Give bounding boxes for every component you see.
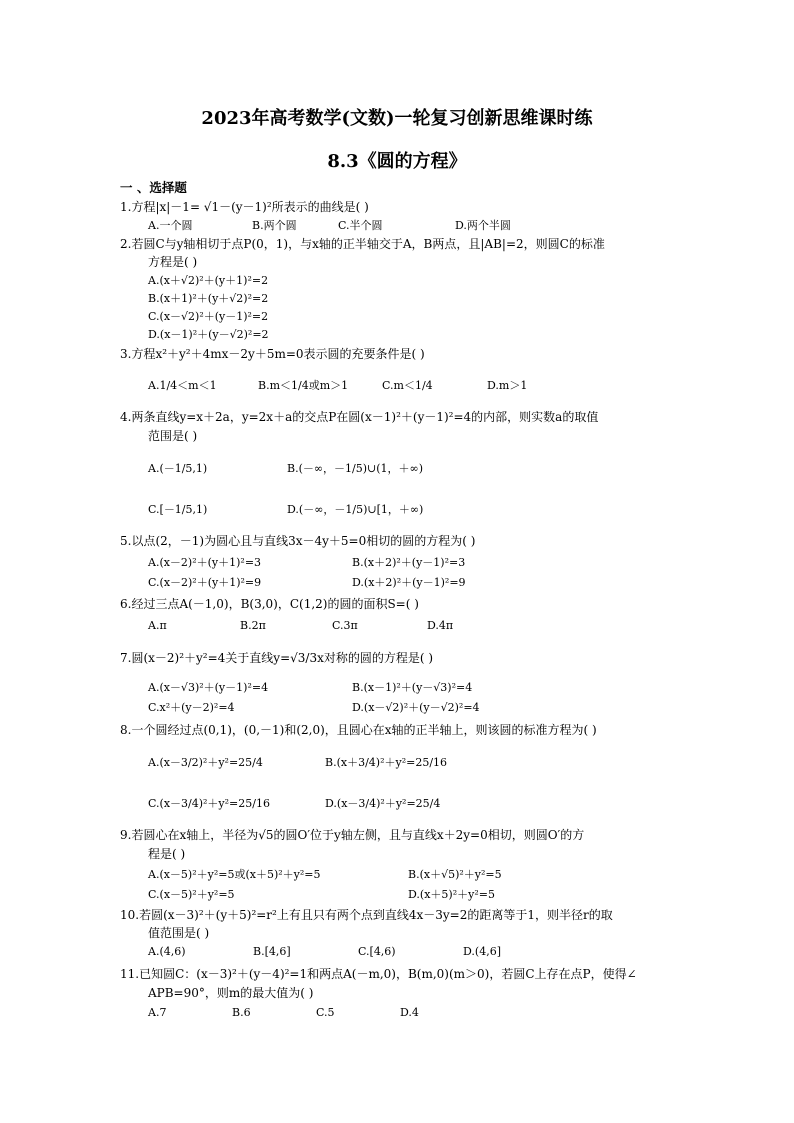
q11-stem-line2: APB=90°，则m的最大值为( ) bbox=[148, 986, 314, 1000]
q8-stem: 8.一个圆经过点(0,1)，(0,－1)和(2,0)，且圆心在x轴的正半轴上，则该圆的标准方程为( ) bbox=[120, 723, 597, 737]
q9-stem-line2: 程是( ) bbox=[148, 847, 186, 861]
q5-option-c: C.(x－2)²＋(y＋1)²=9 bbox=[148, 576, 262, 589]
q9-stem-line1: 9.若圆心在x轴上，半径为√5的圆O′位于y轴左侧，且与直线x＋2y=0相切，则圆O′的方 bbox=[120, 828, 585, 842]
q1-option-d: D.两个半圆 bbox=[455, 219, 511, 232]
q2-option-a: A.(x＋√2)²＋(y＋1)²=2 bbox=[148, 274, 269, 287]
q10-option-c: C.[4,6) bbox=[358, 945, 396, 958]
section-heading: 一 、选择题 bbox=[120, 180, 187, 195]
q3-option-a: A.1/4＜m＜1 bbox=[148, 379, 217, 392]
q2-option-d: D.(x－1)²＋(y－√2)²=2 bbox=[148, 328, 269, 341]
q1-option-b: B.两个圆 bbox=[252, 219, 297, 232]
q2-option-c: C.(x－√2)²＋(y－1)²=2 bbox=[148, 310, 269, 323]
q8-option-a: A.(x－3/2)²＋y²=25/4 bbox=[148, 756, 263, 769]
q7-stem: 7.圆(x－2)²＋y²=4关于直线y=√3/3x对称的圆的方程是( ) bbox=[120, 651, 434, 665]
q10-option-d: D.(4,6] bbox=[463, 945, 502, 958]
q6-option-c: C.3π bbox=[332, 619, 358, 632]
q2-option-b: B.(x＋1)²＋(y＋√2)²=2 bbox=[148, 292, 269, 305]
q10-stem-line1: 10.若圆(x－3)²＋(y＋5)²=r²上有且只有两个点到直线4x－3y=2的距离等于1，则半径r的取 bbox=[120, 908, 613, 922]
q9-option-c: C.(x－5)²＋y²=5 bbox=[148, 888, 235, 901]
q4-option-c: C.[－1/5,1) bbox=[148, 503, 208, 516]
q4-option-d: D.(－∞，－1/5)∪[1，＋∞) bbox=[287, 503, 424, 516]
q2-stem-line1: 2.若圆C与y轴相切于点P(0，1)，与x轴的正半轴交于A，B两点，且|AB|=2，则圆C的标准 bbox=[120, 237, 605, 251]
q5-stem: 5.以点(2，－1)为圆心且与直线3x－4y＋5=0相切的圆的方程为( ) bbox=[120, 534, 476, 548]
q9-option-a: A.(x－5)²＋y²=5或(x＋5)²＋y²=5 bbox=[148, 868, 321, 881]
q8-option-d: D.(x－3/4)²＋y²=25/4 bbox=[325, 797, 441, 810]
q5-option-a: A.(x－2)²＋(y＋1)²=3 bbox=[148, 556, 262, 569]
q9-option-b: B.(x＋√5)²＋y²=5 bbox=[408, 868, 502, 881]
q10-option-a: A.(4,6) bbox=[148, 945, 186, 958]
q10-option-b: B.[4,6] bbox=[253, 945, 291, 958]
page-subtitle: 8.3《圆的方程》 bbox=[327, 151, 467, 172]
q7-option-d: D.(x－√2)²＋(y－√2)²=4 bbox=[352, 701, 480, 714]
q6-option-d: D.4π bbox=[427, 619, 454, 632]
q4-option-b: B.(－∞，－1/5)∪(1，＋∞) bbox=[287, 462, 423, 475]
q7-option-c: C.x²＋(y－2)²=4 bbox=[148, 701, 235, 714]
q11-option-d: D.4 bbox=[400, 1006, 419, 1019]
q6-option-a: A.π bbox=[148, 619, 167, 632]
page-title: 2023年高考数学(文数)一轮复习创新思维课时练 bbox=[201, 108, 593, 129]
q8-option-c: C.(x－3/4)²＋y²=25/16 bbox=[148, 797, 270, 810]
q3-option-c: C.m＜1/4 bbox=[382, 379, 433, 392]
q11-option-a: A.7 bbox=[148, 1006, 167, 1019]
q11-option-c: C.5 bbox=[316, 1006, 335, 1019]
q6-option-b: B.2π bbox=[240, 619, 266, 632]
q3-option-b: B.m＜1/4或m＞1 bbox=[258, 379, 349, 392]
q10-stem-line2: 值范围是( ) bbox=[148, 926, 210, 940]
q3-stem: 3.方程x²＋y²＋4mx－2y＋5m=0表示圆的充要条件是( ) bbox=[120, 347, 425, 361]
q11-option-b: B.6 bbox=[232, 1006, 251, 1019]
q1-option-c: C.半个圆 bbox=[338, 219, 383, 232]
q4-option-a: A.(－1/5,1) bbox=[148, 462, 208, 475]
q6-stem: 6.经过三点A(－1,0)，B(3,0)，C(1,2)的圆的面积S=( ) bbox=[120, 597, 419, 611]
q1-option-a: A.一个圆 bbox=[148, 219, 193, 232]
q5-option-d: D.(x＋2)²＋(y－1)²=9 bbox=[352, 576, 466, 589]
q7-option-a: A.(x－√3)²＋(y－1)²=4 bbox=[148, 681, 269, 694]
q1-stem: 1.方程|x|－1= √1－(y－1)²所表示的曲线是( ) bbox=[120, 200, 369, 214]
q4-stem-line2: 范围是( ) bbox=[148, 429, 198, 443]
q11-stem-line1: 11.已知圆C：(x－3)²＋(y－4)²=1和两点A(－m,0)，B(m,0)(m＞0)，若圆C上存在点P，使得∠ bbox=[120, 967, 637, 981]
q3-option-d: D.m＞1 bbox=[487, 379, 528, 392]
q9-option-d: D.(x＋5)²＋y²=5 bbox=[408, 888, 495, 901]
q4-stem-line1: 4.两条直线y=x＋2a，y=2x＋a的交点P在圆(x－1)²＋(y－1)²=4的内部，则实数a的取值 bbox=[120, 410, 599, 424]
q8-option-b: B.(x＋3/4)²＋y²=25/16 bbox=[325, 756, 448, 769]
q2-stem-line2: 方程是( ) bbox=[148, 255, 198, 269]
q5-option-b: B.(x＋2)²＋(y－1)²=3 bbox=[352, 556, 466, 569]
q7-option-b: B.(x－1)²＋(y－√3)²=4 bbox=[352, 681, 473, 694]
